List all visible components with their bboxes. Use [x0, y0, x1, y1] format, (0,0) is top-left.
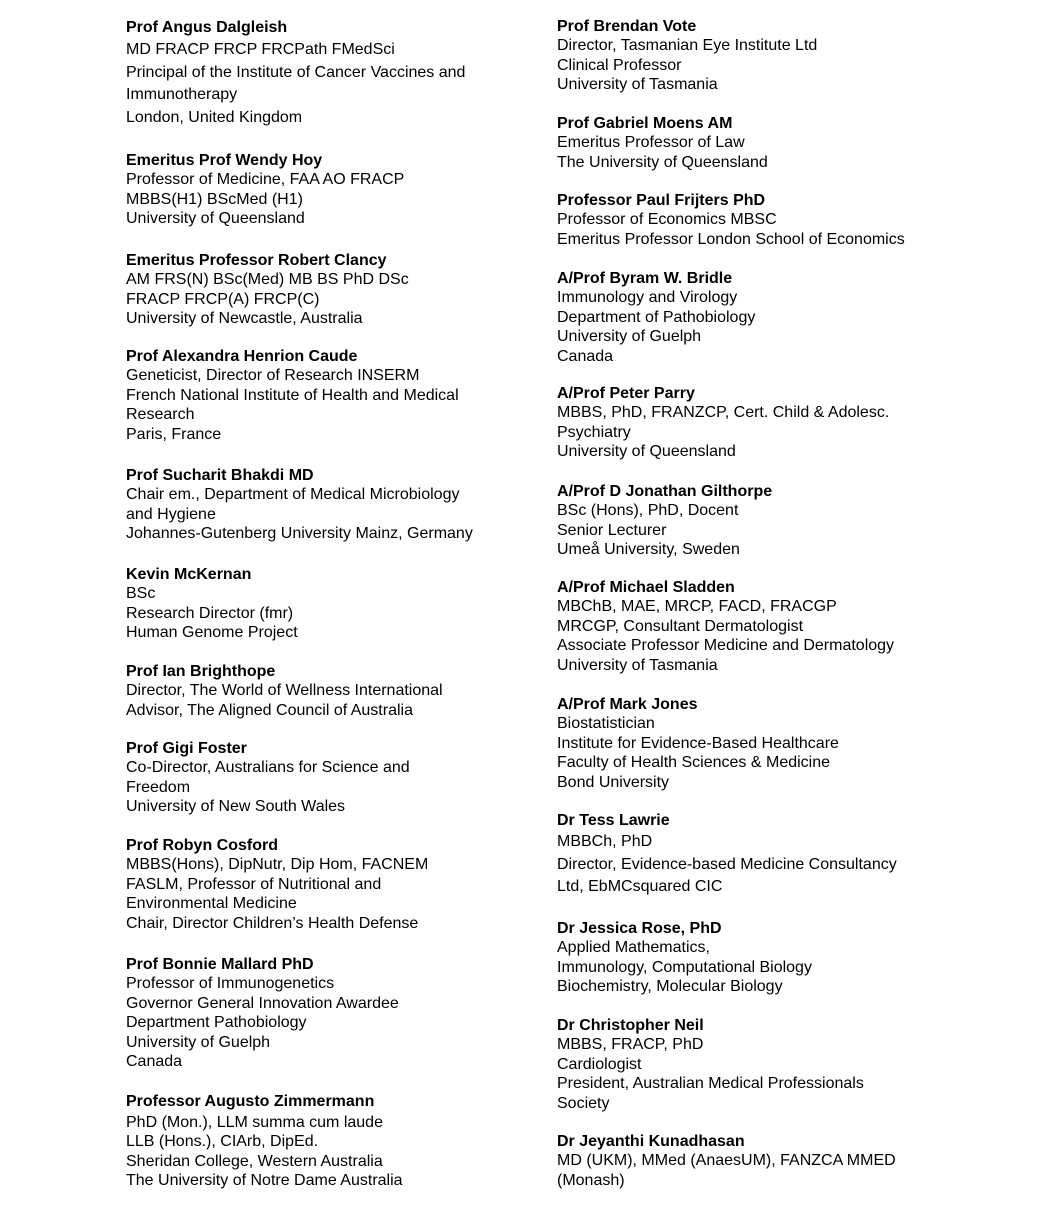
signatory-detail: Human Genome Project: [126, 624, 298, 642]
signatory-detail: Cardiologist: [557, 1055, 642, 1073]
signatory-detail: Bond University: [557, 773, 670, 791]
signatory-entry: [126, 17, 465, 129]
signatory-detail: Senior Lecturer: [557, 521, 667, 539]
signatory-detail: Professor of Economics MBSC: [557, 211, 777, 229]
signatory-entry: [126, 662, 443, 720]
signatory-detail: Research Director (fmr): [126, 604, 294, 622]
signatory-detail: University of Tasmania: [557, 76, 718, 94]
signatory-detail: Emeritus Professor London School of Economics: [557, 230, 905, 248]
signatory-detail: The University of Notre Dame Australia: [126, 1172, 403, 1190]
signatory-detail: MBBS, FRACP, PhD: [557, 1036, 704, 1054]
signatory-name: Dr Jessica Rose, PhD: [557, 920, 722, 937]
signatory-detail: Director, The World of Wellness International: [126, 682, 443, 700]
signatory-detail: University of Guelph: [557, 328, 702, 346]
signatory-name: Emeritus Prof Wendy Hoy: [126, 152, 323, 169]
signatory-name: Prof Sucharit Bhakdi MD: [126, 467, 314, 484]
signatory-detail: Immunotherapy: [126, 86, 238, 103]
signatory-detail: FASLM, Professor of Nutritional and: [126, 875, 382, 893]
signatory-detail: Governor General Innovation Awardee: [126, 994, 399, 1012]
signatory-detail: Psychiatry: [557, 423, 631, 441]
signatory-entry: [126, 565, 298, 643]
signatory-detail: Faculty of Health Sciences & Medicine: [557, 754, 831, 772]
signatory-name: Prof Gabriel Moens AM: [557, 115, 733, 132]
signatory-detail: University of New South Wales: [126, 798, 346, 816]
signatory-name: Prof Alexandra Henrion Caude: [126, 348, 358, 365]
signatory-name: A/Prof Byram W. Bridle: [557, 270, 733, 287]
signatory-detail: Geneticist, Director of Research INSERM: [126, 367, 420, 385]
signatory-entry: [126, 251, 409, 329]
signatory-detail: Freedom: [126, 778, 191, 796]
signatory-detail: Clinical Professor: [557, 56, 682, 74]
signatory-entry: [557, 384, 889, 462]
signatory-detail: MBBS(H1) BScMed (H1): [126, 190, 303, 208]
signatory-detail: BSc (Hons), PhD, Docent: [557, 502, 739, 520]
signatory-detail: Emeritus Professor of Law: [557, 134, 745, 152]
signatory-detail: FRACP FRCP(A) FRCP(C): [126, 290, 320, 308]
signatory-detail: PhD (Mon.), LLM summa cum laude: [126, 1114, 383, 1131]
signatory-detail: University of Newcastle, Australia: [126, 310, 363, 328]
signatory-detail: Immunology, Computational Biology: [557, 958, 812, 976]
signatory-name: Dr Jeyanthi Kunadhasan: [557, 1133, 745, 1150]
signatory-detail: LLB (Hons.), CIArb, DipEd.: [126, 1133, 319, 1151]
signatory-name: Emeritus Professor Robert Clancy: [126, 252, 387, 269]
signatory-name: Prof Robyn Cosford: [126, 837, 278, 854]
signatory-entry: [557, 191, 905, 249]
signatory-name: A/Prof D Jonathan Gilthorpe: [557, 483, 773, 500]
signatory-detail: Director, Tasmanian Eye Institute Ltd: [557, 37, 818, 55]
signatory-detail: The University of Queensland: [557, 153, 768, 171]
signatory-detail: University of Guelph: [126, 1033, 271, 1051]
signatory-entry: [126, 1091, 403, 1191]
signatory-detail: University of Queensland: [557, 443, 736, 461]
signatory-entry: [126, 466, 473, 544]
signatory-entry: [126, 739, 410, 817]
signatory-detail: Biochemistry, Molecular Biology: [557, 978, 783, 996]
signatory-entry: [126, 836, 428, 933]
signatory-detail: (Monash): [557, 1171, 625, 1189]
signatory-entry: [557, 811, 897, 899]
signatory-detail: Department of Pathobiology: [557, 308, 756, 326]
signatory-entry: [126, 347, 459, 444]
signatory-entry: [126, 955, 399, 1071]
signatory-detail: Ltd, EbMCsquared CIC: [557, 878, 723, 895]
signatory-entry: [557, 482, 772, 560]
signatory-detail: MD (UKM), MMed (AnaesUM), FANZCA MMED: [557, 1152, 896, 1170]
signatory-detail: Johannes-Gutenberg University Mainz, Germany: [126, 525, 473, 543]
signatory-detail: Research: [126, 406, 195, 424]
signatory-name: Prof Brendan Vote: [557, 18, 697, 35]
signatory-detail: Department Pathobiology: [126, 1014, 307, 1032]
signatory-detail: Immunology and Virology: [557, 289, 738, 307]
signatory-detail: Director, Evidence-based Medicine Consultancy: [557, 855, 897, 873]
signatory-name: Professor Augusto Zimmermann: [126, 1093, 375, 1110]
signatory-entry: [126, 151, 404, 229]
signatory-detail: Institute for Evidence-Based Healthcare: [557, 734, 839, 752]
signatory-detail: Paris, France: [126, 425, 222, 443]
signatory-name: A/Prof Peter Parry: [557, 385, 695, 402]
signatory-name: Prof Bonnie Mallard PhD: [126, 956, 314, 973]
signatory-detail: MBChB, MAE, MRCP, FACD, FRACGP: [557, 598, 837, 616]
signatory-detail: Environmental Medicine: [126, 895, 297, 913]
signatory-entry: [557, 919, 812, 997]
signatory-detail: University of Tasmania: [557, 656, 718, 674]
signatory-detail: MRCGP, Consultant Dermatologist: [557, 617, 804, 635]
signatory-name: Dr Tess Lawrie: [557, 812, 670, 829]
signatory-detail: MBBS(Hons), DipNutr, Dip Hom, FACNEM: [126, 856, 429, 874]
signatory-detail: Umeå University, Sweden: [557, 541, 740, 559]
signatory-entry: [557, 1132, 896, 1190]
signatory-name: Prof Gigi Foster: [126, 740, 247, 757]
signatory-entry: [557, 578, 894, 675]
signatory-detail: AM FRS(N) BSc(Med) MB BS PhD DSc: [126, 271, 409, 289]
signatory-detail: President, Australian Medical Professionals: [557, 1075, 864, 1093]
signatory-detail: Professor of Immunogenetics: [126, 975, 335, 993]
signatory-name: Kevin McKernan: [126, 566, 252, 583]
signatory-detail: Principal of the Institute of Cancer Vaccines and: [126, 63, 466, 81]
signatory-detail: and Hygiene: [126, 505, 216, 523]
signatory-detail: MBBCh, PhD: [557, 833, 653, 850]
signatory-detail: French National Institute of Health and Medical: [126, 386, 459, 404]
signatory-detail: Canada: [557, 347, 614, 365]
signatory-detail: Applied Mathematics,: [557, 939, 710, 957]
signatory-name: A/Prof Michael Sladden: [557, 579, 735, 596]
signatory-entry: [557, 17, 817, 95]
signatory-name: Prof Ian Brighthope: [126, 663, 276, 680]
signatory-detail: MD FRACP FRCP FRCPath FMedSci: [126, 41, 395, 58]
signatory-entry: [557, 1016, 864, 1113]
signatory-detail: University of Queensland: [126, 210, 305, 228]
signatory-detail: Associate Professor Medicine and Dermatology: [557, 637, 895, 655]
signatory-detail: MBBS, PhD, FRANZCP, Cert. Child & Adolesc.: [557, 404, 890, 422]
signatory-detail: Society: [557, 1094, 610, 1112]
signatory-name: A/Prof Mark Jones: [557, 696, 698, 713]
signatory-detail: Chair em., Department of Medical Microbiology: [126, 486, 460, 504]
signatory-detail: Co-Director, Australians for Science and: [126, 759, 410, 777]
signatory-name: Prof Angus Dalgleish: [126, 19, 288, 36]
signatory-detail: BSc: [126, 585, 156, 603]
signatory-entry: [557, 269, 755, 366]
signatory-detail: Chair, Director Children’s Health Defense: [126, 914, 419, 932]
signatory-detail: London, United Kingdom: [126, 108, 303, 126]
signatory-name: Dr Christopher Neil: [557, 1017, 704, 1034]
signatory-name: Professor Paul Frijters PhD: [557, 192, 766, 209]
signatory-detail: Sheridan College, Western Australia: [126, 1152, 383, 1170]
signatory-detail: Canada: [126, 1053, 183, 1071]
signatory-detail: Biostatistician: [557, 715, 655, 733]
signatory-entry: [557, 114, 768, 172]
signatory-entry: [557, 695, 839, 792]
signatory-detail: Advisor, The Aligned Council of Australia: [126, 701, 413, 719]
signatory-detail: Professor of Medicine, FAA AO FRACP: [126, 171, 405, 189]
